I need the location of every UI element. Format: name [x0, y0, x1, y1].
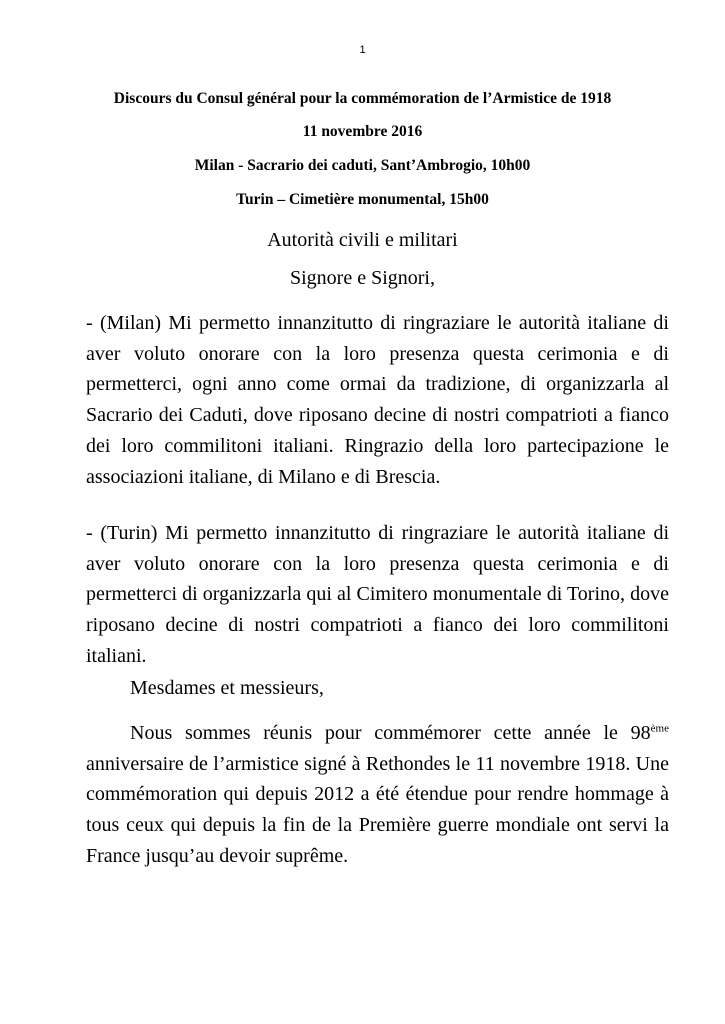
- salutation-ladies-gentlemen: Signore e Signori,: [290, 267, 435, 289]
- commemoration-text-rest: anniversaire de l’armistice signé à Rethondes le 11 novembre 1918. Une commémoration qui depuis 2012 a été étendue pour rendre hommage à tous ceux qui depuis la fin de la Première guerre mondiale ont servi la France jusqu’au devoir suprême.: [86, 752, 669, 867]
- location-turin: Turin – Cimetière monumental, 15h00: [236, 191, 489, 208]
- paragraph-commemoration: [86, 718, 669, 872]
- page-number: 1: [359, 44, 366, 56]
- location-milan: Milan - Sacrario dei caduti, Sant’Ambrogio, 10h00: [194, 157, 531, 174]
- paragraph-mesdames: Mesdames et messieurs,: [130, 677, 324, 699]
- salutation-authorities: Autorità civili e militari: [267, 229, 458, 251]
- speech-date: 11 novembre 2016: [302, 123, 423, 140]
- speech-title: Discours du Consul général pour la commémoration de l’Armistice de 1918: [113, 90, 612, 107]
- paragraph-milan: - (Milan) Mi permetto innanzitutto di ringraziare le autorità italiane di aver voluto onorare con la loro presenza questa cerimonia e di permetterci, ogni anno come ormai da tradizione, di organizzarla al Sacrario dei Caduti, dove riposano decine di nostri compatrioti a fianco dei loro commilitoni italiani. Ringrazio della loro partecipazione le associazioni italiane, di Milano e di Brescia.: [86, 312, 669, 488]
- paragraph-turin: - (Turin) Mi permetto innanzitutto di ringraziare le autorità italiane di aver voluto onorare con la loro presenza questa cerimonia e di permetterci di organizzarla qui al Cimitero monumentale di Torino, dove riposano decine di nostri compatrioti a fianco dei loro commilitoni italiani.: [86, 522, 669, 667]
- commemoration-superscript: ème: [650, 722, 669, 735]
- commemoration-text-start: Nous sommes réunis pour commémorer cette année le 98: [130, 722, 651, 744]
